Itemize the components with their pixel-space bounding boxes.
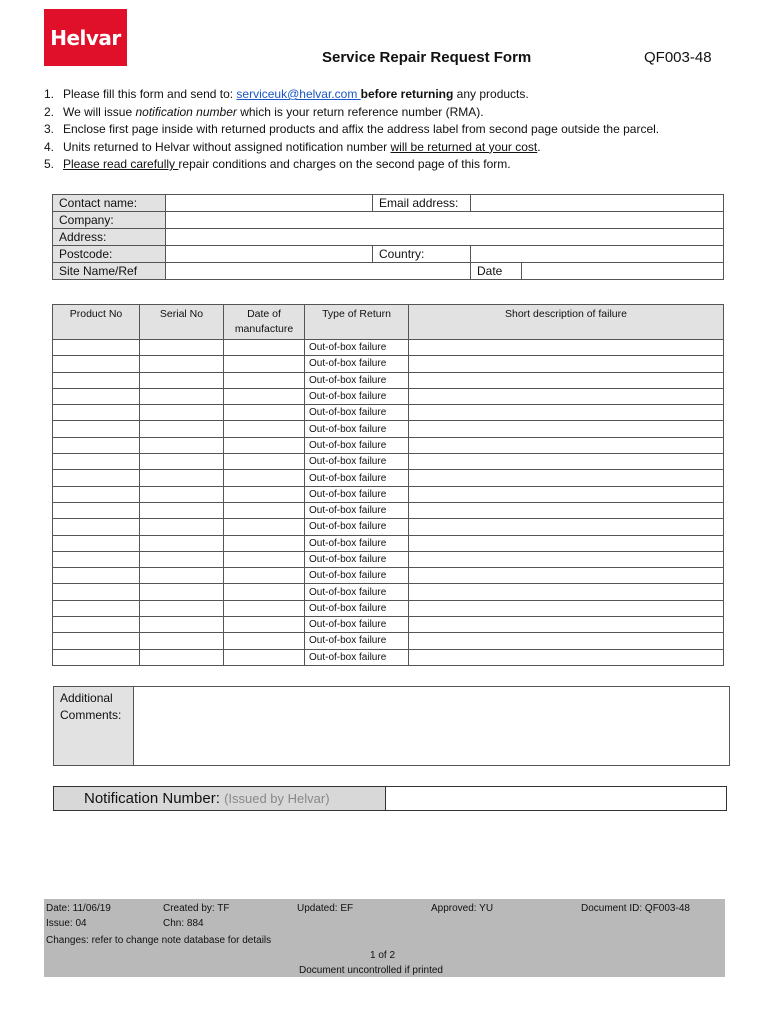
product-no-cell[interactable]: [53, 649, 140, 665]
serial-no-cell[interactable]: [140, 405, 224, 421]
date-of-manufacture-cell[interactable]: [224, 633, 305, 649]
type-of-return-cell[interactable]: Out-of-box failure: [305, 405, 409, 421]
product-no-cell[interactable]: [53, 568, 140, 584]
product-no-cell[interactable]: [53, 437, 140, 453]
table-row: [53, 502, 724, 518]
date-of-manufacture-cell[interactable]: [224, 519, 305, 535]
type-of-return-cell[interactable]: Out-of-box failure: [305, 600, 409, 616]
description-cell[interactable]: [409, 600, 724, 616]
description-cell[interactable]: [409, 584, 724, 600]
table-row: [53, 600, 724, 616]
serial-no-cell[interactable]: [140, 551, 224, 567]
instructions-list: [44, 86, 659, 174]
serial-no-cell[interactable]: [140, 649, 224, 665]
table-row: [53, 356, 724, 372]
description-cell[interactable]: [409, 356, 724, 372]
table-row: [53, 584, 724, 600]
description-cell[interactable]: [409, 437, 724, 453]
date-of-manufacture-cell[interactable]: [224, 437, 305, 453]
table-row: [53, 405, 724, 421]
date-field[interactable]: [522, 263, 723, 279]
address-field[interactable]: [166, 229, 724, 246]
table-row: [53, 388, 724, 404]
date-of-manufacture-cell[interactable]: [224, 388, 305, 404]
product-no-cell[interactable]: [53, 617, 140, 633]
serial-no-cell[interactable]: [140, 633, 224, 649]
instruction-2: 2. We will issue notification number which is your return reference number (RMA).: [44, 104, 484, 119]
col-date-of-manufacture: Date of manufacture: [224, 305, 305, 340]
product-no-cell[interactable]: [53, 356, 140, 372]
type-of-return-cell[interactable]: Out-of-box failure: [305, 486, 409, 502]
type-of-return-cell[interactable]: Out-of-box failure: [305, 584, 409, 600]
product-rows: [53, 340, 724, 666]
notification-number-label: Notification Number: (Issued by Helvar): [54, 787, 386, 810]
table-row: [53, 454, 724, 470]
additional-comments-box[interactable]: [53, 686, 730, 766]
date-of-manufacture-cell[interactable]: [224, 486, 305, 502]
serial-no-cell[interactable]: [140, 454, 224, 470]
product-no-cell[interactable]: [53, 519, 140, 535]
postcode-label: Postcode:: [53, 246, 166, 263]
serial-no-cell[interactable]: [140, 470, 224, 486]
product-no-cell[interactable]: [53, 340, 140, 356]
logo-text: Helvar: [50, 25, 121, 50]
description-cell[interactable]: [409, 421, 724, 437]
footer-chn: Chn: 884: [163, 918, 204, 929]
type-of-return-cell[interactable]: Out-of-box failure: [305, 649, 409, 665]
table-row: [53, 649, 724, 665]
instruction-3: 3. Enclose first page inside with returned products and affix the address label from second page outside the parcel.: [44, 122, 660, 136]
product-no-cell[interactable]: [53, 535, 140, 551]
footer-page: 1 of 2: [370, 950, 396, 961]
product-no-cell[interactable]: [53, 388, 140, 404]
table-row: [53, 633, 724, 649]
product-no-cell[interactable]: [53, 405, 140, 421]
document-footer: [44, 899, 725, 977]
date-of-manufacture-cell[interactable]: [224, 551, 305, 567]
serial-no-cell[interactable]: [140, 437, 224, 453]
description-cell[interactable]: [409, 519, 724, 535]
product-no-cell[interactable]: [53, 551, 140, 567]
description-cell[interactable]: [409, 551, 724, 567]
type-of-return-cell[interactable]: Out-of-box failure: [305, 551, 409, 567]
site-label: Site Name/Ref: [53, 263, 166, 280]
description-cell[interactable]: [409, 405, 724, 421]
service-email-link[interactable]: serviceuk@helvar.com: [236, 87, 361, 101]
description-cell[interactable]: [409, 486, 724, 502]
type-of-return-cell[interactable]: Out-of-box failure: [305, 372, 409, 388]
instruction-5: 5. Please read carefully repair conditions and charges on the second page of this form.: [44, 157, 511, 171]
product-no-cell[interactable]: [53, 584, 140, 600]
type-of-return-cell[interactable]: Out-of-box failure: [305, 454, 409, 470]
table-row: [53, 519, 724, 535]
date-of-manufacture-cell[interactable]: [224, 568, 305, 584]
date-of-manufacture-cell[interactable]: [224, 649, 305, 665]
description-cell[interactable]: [409, 372, 724, 388]
date-of-manufacture-cell[interactable]: [224, 421, 305, 437]
footer-created: Created by: TF: [163, 903, 230, 914]
date-of-manufacture-cell[interactable]: [224, 454, 305, 470]
serial-no-cell[interactable]: [140, 486, 224, 502]
serial-no-cell[interactable]: [140, 372, 224, 388]
footer-changes: Changes: refer to change note database for details: [46, 935, 272, 946]
col-type-of-return: Type of Return: [305, 305, 409, 340]
date-of-manufacture-cell[interactable]: [224, 405, 305, 421]
serial-no-cell[interactable]: [140, 421, 224, 437]
description-cell[interactable]: [409, 617, 724, 633]
helvar-logo: [44, 9, 127, 66]
description-cell[interactable]: [409, 649, 724, 665]
company-field[interactable]: [166, 212, 724, 229]
site-field[interactable]: [166, 263, 471, 280]
type-of-return-cell[interactable]: Out-of-box failure: [305, 388, 409, 404]
product-no-cell[interactable]: [53, 486, 140, 502]
description-cell[interactable]: [409, 454, 724, 470]
type-of-return-cell[interactable]: Out-of-box failure: [305, 519, 409, 535]
product-no-cell[interactable]: [53, 502, 140, 518]
description-cell[interactable]: [409, 633, 724, 649]
description-cell[interactable]: [409, 388, 724, 404]
serial-no-cell[interactable]: [140, 568, 224, 584]
table-row: [53, 486, 724, 502]
company-label: Company:: [53, 212, 166, 229]
date-label: Date: [471, 263, 522, 279]
description-cell[interactable]: [409, 470, 724, 486]
serial-no-cell[interactable]: [140, 502, 224, 518]
serial-no-cell[interactable]: [140, 600, 224, 616]
product-no-cell[interactable]: [53, 600, 140, 616]
date-of-manufacture-cell[interactable]: [224, 600, 305, 616]
table-row: [53, 617, 724, 633]
table-row: [53, 437, 724, 453]
country-label: Country:: [373, 246, 471, 263]
serial-no-cell[interactable]: [140, 535, 224, 551]
table-row: [53, 568, 724, 584]
date-of-manufacture-cell[interactable]: [224, 470, 305, 486]
type-of-return-cell[interactable]: Out-of-box failure: [305, 437, 409, 453]
country-field[interactable]: [471, 246, 724, 263]
footer-updated: Updated: EF: [297, 903, 354, 914]
type-of-return-cell[interactable]: Out-of-box failure: [305, 356, 409, 372]
table-row: [53, 535, 724, 551]
comments-label: Additional Comments:: [54, 687, 134, 765]
contact-name-label: Contact name:: [53, 195, 166, 212]
form-code: QF003-48: [644, 49, 712, 66]
description-cell[interactable]: [409, 340, 724, 356]
product-no-cell[interactable]: [53, 372, 140, 388]
footer-date: Date: 11/06/19: [46, 903, 111, 914]
footer-uncontrolled: Document uncontrolled if printed: [299, 965, 443, 976]
type-of-return-cell[interactable]: Out-of-box failure: [305, 421, 409, 437]
date-of-manufacture-cell[interactable]: [224, 340, 305, 356]
type-of-return-cell[interactable]: Out-of-box failure: [305, 470, 409, 486]
type-of-return-cell[interactable]: Out-of-box failure: [305, 568, 409, 584]
col-product-no: Product No: [53, 305, 140, 340]
product-no-cell[interactable]: [53, 454, 140, 470]
footer-document-id: Document ID: QF003-48: [581, 903, 690, 914]
type-of-return-cell[interactable]: Out-of-box failure: [305, 617, 409, 633]
description-cell[interactable]: [409, 568, 724, 584]
date-of-manufacture-cell[interactable]: [224, 617, 305, 633]
date-of-manufacture-cell[interactable]: [224, 356, 305, 372]
serial-no-cell[interactable]: [140, 519, 224, 535]
notification-number-box: [53, 786, 727, 811]
address-label: Address:: [53, 229, 166, 246]
products-table: [52, 304, 724, 666]
email-field[interactable]: [471, 195, 724, 212]
postcode-field[interactable]: [166, 246, 373, 263]
date-of-manufacture-cell[interactable]: [224, 584, 305, 600]
type-of-return-cell[interactable]: Out-of-box failure: [305, 502, 409, 518]
product-no-cell[interactable]: [53, 633, 140, 649]
description-cell[interactable]: [409, 502, 724, 518]
email-label: Email address:: [373, 195, 471, 212]
description-cell[interactable]: [409, 535, 724, 551]
serial-no-cell[interactable]: [140, 356, 224, 372]
col-serial-no: Serial No: [140, 305, 224, 340]
type-of-return-cell[interactable]: Out-of-box failure: [305, 535, 409, 551]
table-row: [53, 551, 724, 567]
contact-table: [52, 194, 724, 280]
date-of-manufacture-cell[interactable]: [224, 502, 305, 518]
date-of-manufacture-cell[interactable]: [224, 535, 305, 551]
serial-no-cell[interactable]: [140, 388, 224, 404]
date-of-manufacture-cell[interactable]: [224, 372, 305, 388]
table-row: [53, 372, 724, 388]
product-no-cell[interactable]: [53, 421, 140, 437]
instruction-1: 1. Please fill this form and send to: serviceuk@helvar.com before returning any products.: [44, 87, 529, 101]
product-no-cell[interactable]: [53, 470, 140, 486]
table-row: [53, 421, 724, 437]
form-title: Service Repair Request Form: [322, 49, 532, 66]
instruction-4: 4. Units returned to Helvar without assigned notification number will be returned at your cost.: [44, 139, 541, 154]
footer-issue: Issue: 04: [46, 918, 87, 929]
type-of-return-cell[interactable]: Out-of-box failure: [305, 340, 409, 356]
contact-name-field[interactable]: [166, 195, 373, 212]
serial-no-cell[interactable]: [140, 340, 224, 356]
serial-no-cell[interactable]: [140, 617, 224, 633]
table-row: [53, 470, 724, 486]
col-short-description: Short description of failure: [409, 305, 724, 340]
footer-approved: Approved: YU: [431, 903, 494, 914]
table-row: [53, 340, 724, 356]
serial-no-cell[interactable]: [140, 584, 224, 600]
type-of-return-cell[interactable]: Out-of-box failure: [305, 633, 409, 649]
